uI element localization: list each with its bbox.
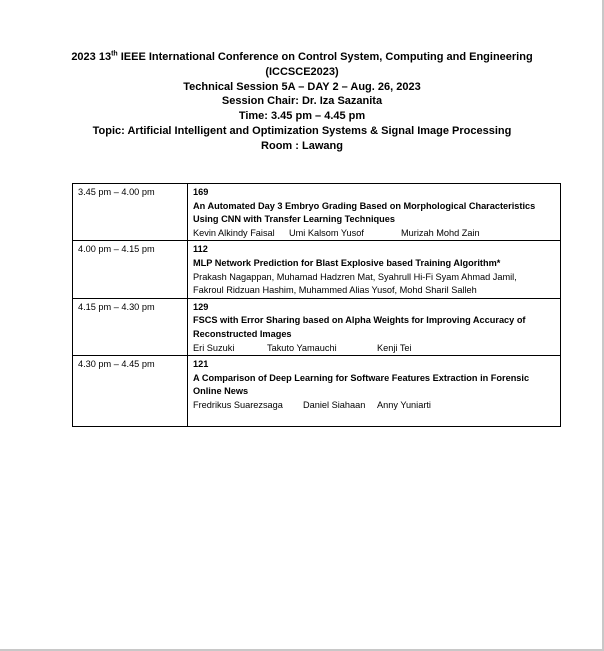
paper-authors: Fakroul Ridzuan Hashim, Muhammed Alias Yusof, Mohd Sharil Salleh — [193, 285, 477, 296]
paper-details — [188, 298, 561, 355]
session-topic: Topic: Artificial Intelligent and Optimization Systems & Signal Image Processing — [92, 124, 512, 137]
author: Kenji Tei — [377, 342, 412, 353]
conference-acronym: (ICCSCE2023) — [265, 65, 339, 78]
schedule-row — [73, 298, 561, 355]
author: Takuto Yamauchi — [267, 342, 337, 353]
paper-details — [188, 184, 561, 241]
paper-details — [188, 356, 561, 427]
ordinal-suffix: th — [111, 50, 118, 58]
technical-session: Technical Session 5A – DAY 2 – Aug. 26, 2023 — [183, 80, 421, 93]
paper-id: 129 — [193, 301, 209, 312]
paper-authors — [193, 227, 555, 241]
schedule-row — [73, 184, 561, 241]
time-slot: 4.30 pm – 4.45 pm — [73, 356, 188, 427]
paper-id: 112 — [193, 244, 208, 255]
author: Anny Yuniarti — [377, 399, 431, 410]
author: Kevin Alkindy Faisal — [193, 227, 275, 238]
time-slot: 3.45 pm – 4.00 pm — [73, 184, 188, 241]
session-chair: Session Chair: Dr. Iza Sazanita — [221, 95, 383, 108]
conference-title-rest: IEEE International Conference on Control System, Computing and Engineering — [117, 51, 533, 63]
time-slot: 4.15 pm – 4.30 pm — [73, 298, 188, 355]
paper-id: 169 — [193, 187, 209, 197]
paper-details — [188, 241, 561, 298]
author: Fredrikus Suarezsaga — [193, 399, 283, 410]
paper-id: 121 — [193, 359, 209, 370]
paper-title: An Automated Day 3 Embryo Grading Based on Morphological Characteristics Using CNN with Transfer Learning Techniques — [193, 200, 536, 225]
conference-title-prefix: 2023 13 — [71, 51, 112, 63]
time-slot: 4.00 pm – 4.15 pm — [73, 241, 188, 298]
author: Eri Suzuki — [193, 342, 235, 353]
author: Daniel Siahaan — [303, 399, 366, 410]
paper-title: MLP Network Prediction for Blast Explosive based Training Algorithm* — [193, 257, 501, 268]
paper-title: FSCS with Error Sharing based on Alpha Weights for Improving Accuracy of Reconstructed Images — [193, 315, 526, 339]
schedule-row — [73, 241, 561, 298]
paper-title: A Comparison of Deep Learning for Software Features Extraction in Forensic Online News — [193, 372, 530, 397]
paper-authors — [193, 399, 555, 413]
conference-title — [0, 50, 604, 65]
paper-authors — [193, 342, 555, 356]
author: Murizah Mohd Zain — [401, 227, 480, 238]
session-header — [0, 50, 604, 154]
session-time: Time: 3.45 pm – 4.45 pm — [238, 110, 366, 123]
schedule-row — [73, 356, 561, 427]
session-room: Room : Lawang — [261, 139, 343, 152]
author: Umi Kalsom Yusof — [289, 227, 364, 238]
schedule-table — [72, 183, 561, 427]
paper-authors: Prakash Nagappan, Muhamad Hadzren Mat, Syahrull Hi-Fi Syam Ahmad Jamil, — [193, 271, 517, 282]
